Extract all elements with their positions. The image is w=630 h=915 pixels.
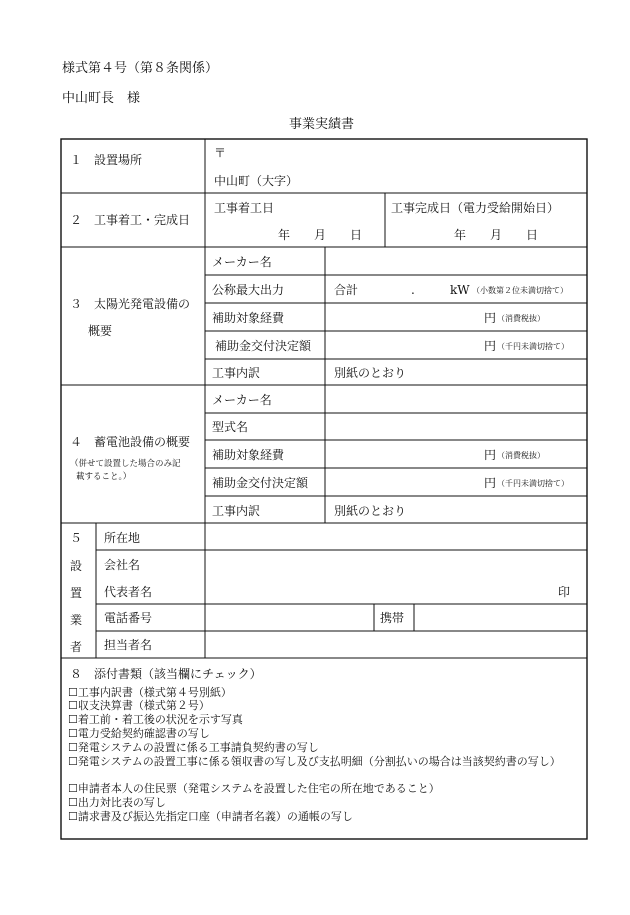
section4-label: ４ 蓄電池設備の概要 — [70, 435, 191, 449]
end-date-units: 年 月 日 — [454, 228, 539, 242]
s3-grant-note: （千円未満切捨て） — [497, 342, 569, 351]
s3-output-dot: . — [411, 283, 415, 297]
attachment-item[interactable]: ☐電力受給契約確認書の写し — [68, 727, 210, 740]
section3-label-line1: ３ 太陽光発電設備の — [70, 297, 191, 311]
start-date-label: 工事着工日 — [214, 201, 275, 215]
s3-grant-unit: 円 — [484, 339, 497, 353]
seal-mark: 印 — [558, 585, 571, 599]
section5-number: ５ — [70, 531, 83, 545]
attachment-item[interactable]: ☐収支決算書（様式第２号） — [68, 699, 210, 712]
mobile-label: 携帯 — [380, 611, 405, 625]
section1-label: １ 設置場所 — [70, 153, 143, 167]
document-title: 事業実績書 — [289, 117, 355, 132]
addressee: 中山町長 様 — [62, 91, 141, 106]
s3-output-note: （小数第２位未満切捨て） — [472, 286, 568, 295]
section4-note-line1: （併せて設置した場合のみ記 — [70, 459, 181, 469]
s4-work-detail-value: 別紙のとおり — [334, 504, 407, 518]
s3-output-total: 合計 — [334, 283, 359, 297]
s3-grant-label: 補助金交付決定額 — [215, 339, 312, 353]
section5-side-char: 置 — [70, 586, 83, 600]
section8-label: ８ 添付書類（該当欄にチェック） — [70, 667, 262, 681]
end-date-label: 工事完成日（電力受給開始日） — [391, 201, 560, 215]
representative-label: 代表者名 — [104, 585, 153, 599]
s3-subsidy-cost-note: （消費税抜） — [497, 314, 545, 323]
attachment-item[interactable]: ☐工事内訳書（様式第４号別紙） — [68, 686, 232, 699]
s3-work-detail-value: 別紙のとおり — [334, 366, 407, 380]
s3-work-detail-label: 工事内訳 — [212, 366, 261, 380]
postal-mark: 〒 — [214, 146, 227, 160]
attachment-item[interactable]: ☐請求書及び振込先指定口座（申請者名義）の通帳の写し — [68, 810, 353, 823]
attachment-item[interactable]: ☐発電システムの設置に係る工事請負契約書の写し — [68, 741, 319, 754]
s3-maker-label: メーカー名 — [212, 255, 272, 269]
s4-grant-note: （千円未満切捨て） — [497, 479, 569, 488]
form-number: 様式第４号（第８条関係） — [62, 61, 219, 76]
s4-grant-label: 補助金交付決定額 — [212, 476, 309, 490]
attachment-item[interactable]: ☐出力対比表の写し — [68, 796, 166, 809]
s4-grant-unit: 円 — [484, 476, 497, 490]
s4-maker-label: メーカー名 — [212, 393, 272, 407]
s3-output-unit: kW — [450, 283, 470, 297]
s3-subsidy-cost-label: 補助対象経費 — [212, 311, 285, 325]
section5-side-char: 者 — [70, 640, 83, 654]
address-label: 所在地 — [104, 531, 141, 545]
s4-subsidy-cost-unit: 円 — [484, 448, 497, 462]
s3-output-label: 公称最大出力 — [212, 283, 285, 297]
attachment-item[interactable]: ☐着工前・着工後の状況を示す写真 — [68, 713, 243, 726]
install-town: 中山町（大字） — [214, 174, 299, 188]
s4-model-label: 型式名 — [212, 420, 249, 434]
company-label: 会社名 — [104, 558, 141, 572]
section4-note-line2: 載すること。） — [76, 472, 132, 482]
s3-subsidy-cost-unit: 円 — [484, 311, 497, 325]
s4-subsidy-cost-label: 補助対象経費 — [212, 448, 285, 462]
s4-subsidy-cost-note: （消費税抜） — [497, 451, 545, 460]
section5-side-char: 業 — [70, 613, 83, 627]
s4-work-detail-label: 工事内訳 — [212, 504, 261, 518]
start-date-units: 年 月 日 — [278, 228, 363, 242]
section5-side-char: 設 — [70, 559, 83, 573]
person-in-charge-label: 担当者名 — [104, 638, 153, 652]
phone-label: 電話番号 — [104, 611, 153, 625]
section3-label-line2: 概要 — [88, 324, 113, 338]
attachment-item[interactable]: ☐申請者本人の住民票（発電システムを設置した住宅の所在地であること） — [68, 782, 440, 795]
attachment-item[interactable]: ☐発電システムの設置工事に係る領収書の写し及び支払明細（分割払いの場合は当該契約書の写し） — [68, 755, 561, 768]
section2-label: ２ 工事着工・完成日 — [70, 213, 191, 227]
